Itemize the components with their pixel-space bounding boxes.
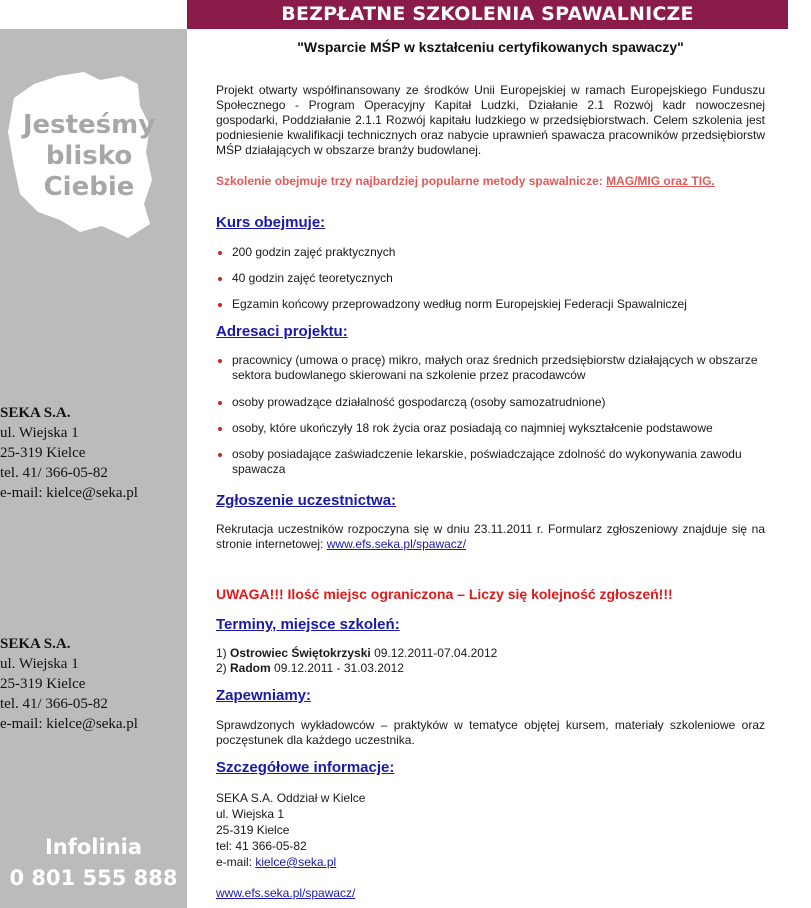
contact-city: 25-319 Kielce [0, 676, 86, 692]
details-line: tel: 41 366-05-82 [216, 839, 307, 853]
hotline [0, 832, 187, 894]
course-heading: Kurs obejmuje: [216, 214, 326, 231]
details-line: SEKA S.A. Oddział w Kielce [216, 791, 366, 805]
details-block [216, 790, 765, 870]
schedule-place: Radom [230, 661, 271, 675]
list-item: pracownicy (umowa o pracę) mikro, małych oraz średnich przedsiębiorstw działających w obszarze sektora budowlanego skierowani na szkolenie przez pracodawców [216, 353, 765, 383]
schedule-row [216, 646, 765, 661]
schedule-num: 2) [216, 661, 231, 675]
schedule-dates: 09.12.2011-07.04.2012 [370, 646, 498, 660]
website-link[interactable]: www.efs.seka.pl/spawacz/ [216, 886, 356, 900]
poland-map-icon [0, 54, 160, 244]
sidebar [0, 29, 187, 908]
sidebar-contact [0, 403, 138, 503]
badge-text [14, 110, 164, 203]
list-item: osoby prowadzące działalność gospodarczą (osoby samozatrudnione) [216, 395, 765, 410]
badge-line: blisko [45, 141, 133, 171]
details-email-line [216, 854, 765, 870]
details-heading: Szczegółowe informacje: [216, 759, 395, 776]
registration-link[interactable]: www.efs.seka.pl/spawacz/ [326, 537, 467, 551]
schedule-heading: Terminy, miejsce szkoleń: [216, 616, 400, 633]
page-title: "Wsparcie MŚP w kształceniu certyfikowanych spawaczy" [297, 39, 684, 55]
registration-body: Rekrutacja uczestników rozpoczyna się w dniu 23.11.2011 r. Formularz zgłoszeniowy znajduje się na stronie internetowej: [216, 522, 765, 551]
details-line: ul. Wiejska 1 [216, 807, 285, 821]
contact-name: SEKA S.A. [0, 405, 71, 421]
list-item: 40 godzin zajęć teoretycznych [216, 271, 765, 286]
contact-phone: tel. 41/ 366-05-82 [0, 465, 108, 481]
page-banner: BEZPŁATNE SZKOLENIA SPAWALNICZE [187, 0, 788, 29]
details-email-link[interactable]: kielce@seka.pl [255, 855, 337, 869]
contact-email: e-mail: kielce@seka.pl [0, 485, 138, 501]
details-email-label: e-mail: [216, 855, 256, 869]
list-item: 200 godzin zajęć praktycznych [216, 245, 765, 260]
website-line [216, 886, 765, 901]
methods-text: Szkolenie obejmuje trzy najbardziej popularne metody spawalnicze: [216, 174, 607, 188]
list-item: Egzamin końcowy przeprowadzony według norm Europejskiej Federacji Spawalniczej [216, 297, 765, 312]
schedule-row [216, 661, 765, 676]
warning-notice: UWAGA!!! Ilość miejsc ograniczona – Liczy się kolejność zgłoszeń!!! [216, 586, 673, 602]
provide-text: Sprawdzonych wykładowców – praktyków w tematyce objętej kursem, materiały szkoleniowe oraz poczęstunek dla każdego uczestnika. [216, 718, 765, 747]
provide-heading: Zapewniamy: [216, 687, 312, 704]
details-line: 25-319 Kielce [216, 823, 290, 837]
badge-line: Ciebie [43, 172, 135, 202]
registration-heading: Zgłoszenie uczestnictwa: [216, 492, 397, 509]
contact-street: ul. Wiejska 1 [0, 425, 79, 441]
contact-street: ul. Wiejska 1 [0, 656, 79, 672]
methods-link[interactable]: MAG/MIG oraz TIG. [606, 174, 715, 188]
methods-note [216, 174, 765, 189]
badge-line: Jesteśmy [22, 110, 156, 140]
registration-text [216, 522, 765, 552]
schedule-dates: 09.12.2011 - 31.03.2012 [270, 661, 404, 675]
hotline-label: Infolinia [44, 835, 143, 859]
contact-city: 25-319 Kielce [0, 445, 86, 461]
list-item: osoby posiadające zaświadczenie lekarskie, poświadczające zdolność do wykonywania zawodu spawacza [216, 447, 765, 477]
list-item: osoby, które ukończyły 18 rok życia oraz posiadają co najmniej wykształcenie podstawowe [216, 421, 765, 436]
intro-paragraph: Projekt otwarty współfinansowany ze środków Unii Europejskiej w ramach Europejskiego Funduszu Społecznego - Program Operacyjny Kapitał Ludzki, Działanie 2.1 Rozwój kadr nowoczesnej gospodarki, Poddziałanie 2.1.1 Rozwój kapitału ludzkiego w przedsiębiorstwach. Celem szkolenia jest podniesienie kwalifikacji technicznych oraz nabycie uprawnień spawacza pracowników przedsiębiorstw MŚP działających w obszarze branży budowlanej. [216, 83, 765, 157]
sidebar-contact [0, 634, 138, 734]
hotline-number: 0 801 555 888 [9, 866, 178, 890]
schedule-num: 1) [216, 646, 231, 660]
audience-heading: Adresaci projektu: [216, 323, 348, 340]
contact-email: e-mail: kielce@seka.pl [0, 716, 138, 732]
contact-phone: tel. 41/ 366-05-82 [0, 696, 108, 712]
schedule-place: Ostrowiec Świętokrzyski [230, 646, 371, 660]
contact-name: SEKA S.A. [0, 636, 71, 652]
